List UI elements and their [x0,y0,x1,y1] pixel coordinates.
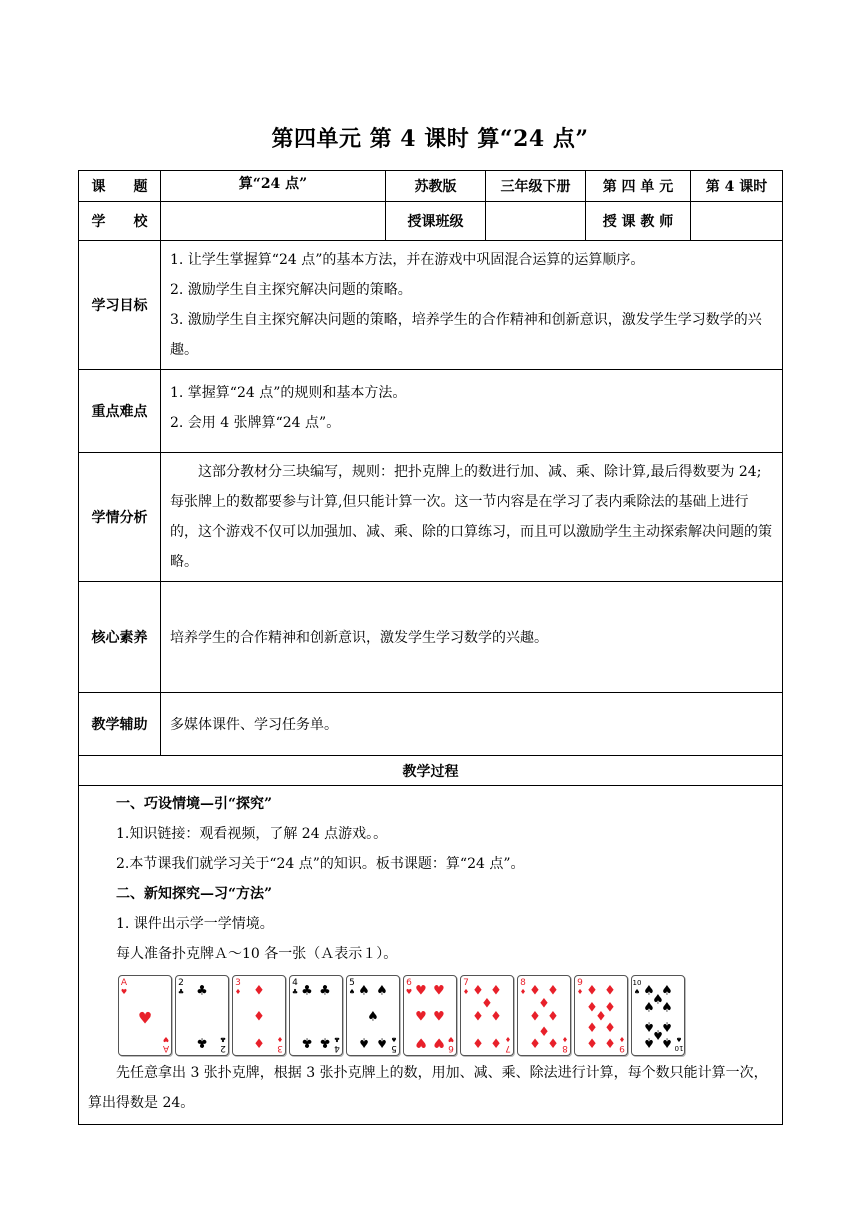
card-rank: 4 [292,978,298,988]
diamonds-pip-icon: ♦ [604,1018,616,1034]
section-heading: 二、新知探究—习“方法” [116,886,273,902]
diamonds-pip-icon: ♦ [547,1034,559,1050]
spades-pip-icon: ♠ [661,1034,673,1050]
hearts-icon: ♥ [405,988,413,996]
page-title: 第四单元 第 4 课时 算“24 点” [271,126,589,152]
clubs-pip-icon: ♣ [319,1034,331,1050]
analysis-text: 这部分教材分三块编写，规则：把扑克牌上的数进行加、减、乘、除计算,最后得数要为 24;每张牌上的数都要参与计算,但只能计算一次。这一节内容是在学习了表内乘除法的基础上进行的，这个游戏不仅可以加强加、减、乘、除的口算练习，而且可以激励学生主动探索解决问题的策略。 [170,464,772,570]
topic-value: 算“24 点” [161,171,386,202]
aids-row [79,693,783,756]
process-header-row [79,756,783,786]
clubs-pip-icon: ♣ [301,1034,313,1050]
diamonds-pip-icon: ♦ [472,1009,484,1025]
card-rank: 2 [220,1043,226,1053]
diamonds-pip-icon: ♦ [586,1000,598,1016]
diamonds-pip-icon: ♦ [586,983,598,999]
header-row [79,171,783,202]
class-value [486,202,586,241]
card-rank: A [120,978,128,988]
analysis-label: 学情分析 [79,453,161,582]
playing-card-2-clubs [175,975,229,1056]
key-points-label: 重点难点 [79,370,161,453]
process-paragraph: 每人准备扑克牌Ａ～10 各一张（Ａ表示１）。 [116,946,398,962]
objectives-row [79,241,783,370]
playing-card-8-diamonds [517,975,571,1056]
lesson-plan-table [78,170,783,1125]
hearts-pip-icon: ♥ [415,1009,427,1025]
card-rank: 10 [674,1044,684,1052]
diamonds-pip-icon: ♦ [472,1034,484,1050]
hearts-pip-icon: ♥ [433,1009,445,1025]
card-rank: 2 [178,978,184,988]
process-content [79,786,783,1125]
lesson-cell: 第 4 课时 [691,171,783,202]
spades-pip-icon: ♠ [652,992,664,1008]
diamonds-pip-icon: ♦ [253,1034,265,1050]
spades-pip-icon: ♠ [661,1018,673,1034]
diamonds-icon: ♦ [504,1035,512,1043]
diamonds-pip-icon: ♦ [586,1034,598,1050]
diamonds-pip-icon: ♦ [538,996,550,1012]
playing-card-10-spades [631,975,685,1056]
objectives-content [161,241,783,370]
objective-item: 2. 激励学生自主探究解决问题的策略。 [170,282,412,298]
diamonds-icon: ♦ [519,988,527,996]
card-rank: 9 [619,1043,625,1053]
process-paragraph: 2.本节课我们就学习关于“24 点”的知识。板书课题：算“24 点”。 [116,856,525,872]
hearts-icon: ♥ [120,988,128,996]
card-rank: 7 [463,978,469,988]
process-paragraph: 1. 课件出示学一学情境。 [116,916,274,932]
diamonds-pip-icon: ♦ [586,1018,598,1034]
hearts-pip-icon: ♥ [433,1034,445,1050]
playing-card-7-diamonds [460,975,514,1056]
card-rank: 6 [406,978,412,988]
literacy-content: 培养学生的合作精神和创新意识，激发学生学习数学的兴趣。 [161,582,783,693]
key-points-row [79,370,783,453]
clubs-icon: ♣ [333,1035,341,1043]
diamonds-pip-icon: ♦ [604,1034,616,1050]
key-points-content [161,370,783,453]
hearts-icon: ♥ [447,1035,455,1043]
spades-pip-icon: ♠ [643,1018,655,1034]
card-rank: A [162,1043,170,1053]
card-face [347,976,399,1055]
diamonds-pip-icon: ♦ [538,1022,550,1038]
spades-pip-icon: ♠ [376,1034,388,1050]
diamonds-pip-icon: ♦ [547,1009,559,1025]
hearts-icon: ♥ [162,1035,170,1043]
process-paragraph: 先任意拿出 3 张扑克牌，根据 3 张扑克牌上的数，用加、减、乘、除法进行计算，每个数只能计算一次，算出得数是 24。 [88,1065,768,1111]
diamonds-pip-icon: ♦ [604,1000,616,1016]
playing-card-9-diamonds [574,975,628,1056]
card-face [404,976,456,1055]
card-rank: 10 [632,979,642,987]
diamonds-icon: ♦ [462,988,470,996]
card-rank: 4 [334,1043,340,1053]
card-rank: 6 [448,1043,454,1053]
diamonds-pip-icon: ♦ [481,996,493,1012]
diamonds-pip-icon: ♦ [490,1034,502,1050]
topic-label: 课 题 [79,171,161,202]
diamonds-pip-icon: ♦ [529,983,541,999]
key-point-item: 1. 掌握算“24 点”的规则和基本方法。 [170,385,407,401]
process-paragraph: 1.知识链接：观看视频，了解 24 点游戏。。 [116,826,388,842]
clubs-icon: ♣ [177,988,185,996]
diamonds-pip-icon: ♦ [604,983,616,999]
unit-cell: 第 四 单 元 [586,171,691,202]
clubs-icon: ♣ [291,988,299,996]
diamonds-icon: ♦ [561,1035,569,1043]
diamonds-pip-icon: ♦ [253,1009,265,1025]
school-label: 学 校 [79,202,161,241]
diamonds-pip-icon: ♦ [490,1009,502,1025]
key-point-item: 2. 会用 4 张牌算“24 点”。 [170,415,341,431]
objective-item: 1. 让学生掌握算“24 点”的基本方法，并在游戏中巩固混合运算的运算顺序。 [170,252,645,268]
school-row [79,202,783,241]
diamonds-icon: ♦ [276,1035,284,1043]
spades-pip-icon: ♠ [643,1034,655,1050]
hearts-pip-icon: ♥ [415,1034,427,1050]
process-row [79,786,783,1125]
playing-card-6-hearts [403,975,457,1056]
card-rank: 3 [277,1043,283,1053]
playing-card-4-clubs [289,975,343,1056]
publisher-cell: 苏教版 [386,171,486,202]
spades-pip-icon: ♠ [661,1000,673,1016]
literacy-label: 核心素养 [79,582,161,693]
diamonds-pip-icon: ♦ [529,1034,541,1050]
spades-pip-icon: ♠ [358,983,370,999]
card-face [461,976,513,1055]
diamonds-pip-icon: ♦ [490,983,502,999]
diamonds-pip-icon: ♦ [595,1009,607,1025]
spades-icon: ♠ [675,1035,683,1043]
spades-pip-icon: ♠ [643,1000,655,1016]
card-face [518,976,570,1055]
card-rank: 9 [577,978,583,988]
diamonds-icon: ♦ [576,988,584,996]
hearts-pip-icon: ♥ [433,983,445,999]
spades-pip-icon: ♠ [367,1009,379,1025]
playing-cards-row [88,969,773,1058]
diamonds-icon: ♦ [618,1035,626,1043]
diamonds-pip-icon: ♦ [529,1009,541,1025]
spades-icon: ♠ [348,988,356,996]
clubs-pip-icon: ♣ [196,1034,208,1050]
teacher-label: 授 课 教 师 [586,202,691,241]
analysis-content [161,453,783,582]
clubs-pip-icon: ♣ [301,983,313,999]
card-rank: 7 [505,1043,511,1053]
hearts-pip-icon: ♥ [137,1008,153,1028]
spades-pip-icon: ♠ [376,983,388,999]
aids-label: 教学辅助 [79,693,161,756]
spades-icon: ♠ [633,988,641,996]
card-face [290,976,342,1055]
diamonds-pip-icon: ♦ [472,983,484,999]
teacher-value [691,202,783,241]
spades-pip-icon: ♠ [358,1034,370,1050]
card-face [632,976,684,1055]
objective-item: 3. 激励学生自主探究解决问题的策略，培养学生的合作精神和创新意识，激发学生学习数学的兴趣。 [170,312,762,358]
hearts-pip-icon: ♥ [415,983,427,999]
diamonds-pip-icon: ♦ [547,983,559,999]
analysis-row [79,453,783,582]
spades-icon: ♠ [390,1035,398,1043]
card-face [575,976,627,1055]
playing-card-3-diamonds [232,975,286,1056]
card-rank: 8 [562,1043,568,1053]
grade-cell: 三年级下册 [486,171,586,202]
aids-content: 多媒体课件、学习任务单。 [161,693,783,756]
literacy-row [79,582,783,693]
playing-card-a-hearts [118,975,172,1056]
card-rank: 8 [520,978,526,988]
section-heading: 一、巧设情境—引“探究” [116,796,273,812]
playing-card-5-spades [346,975,400,1056]
card-face [176,976,228,1055]
spades-pip-icon: ♠ [652,1026,664,1042]
spades-pip-icon: ♠ [661,983,673,999]
clubs-pip-icon: ♣ [196,983,208,999]
card-face [119,976,171,1055]
clubs-pip-icon: ♣ [319,983,331,999]
spades-pip-icon: ♠ [643,983,655,999]
card-face [233,976,285,1055]
diamonds-pip-icon: ♦ [253,983,265,999]
clubs-icon: ♣ [219,1035,227,1043]
school-value [161,202,386,241]
diamonds-icon: ♦ [234,988,242,996]
objectives-label: 学习目标 [79,241,161,370]
card-rank: 5 [349,978,355,988]
card-rank: 3 [235,978,241,988]
process-header: 教学过程 [79,756,783,786]
class-label: 授课班级 [386,202,486,241]
card-rank: 5 [391,1043,397,1053]
